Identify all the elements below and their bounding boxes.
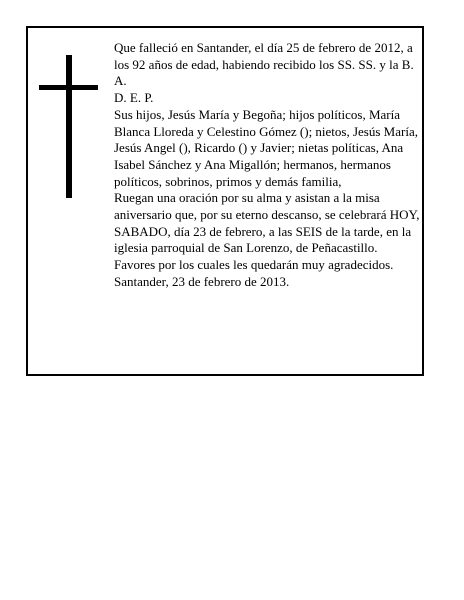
rest-in-peace: D. E. P. — [114, 90, 154, 106]
cross-horizontal-bar — [39, 85, 98, 90]
family-list: Sus hijos, Jesús María y Begoña; hijos políticos, María Blanca Lloreda y Celestino Gómez (); nietos, Jesús María, Jesús Angel (), Ricardo () y Javier; nietas políticas, Ana Isabel Sánchez y Ana Migallón; hermanos, hermanos políticos, sobrinos, primos y demás familia, — [114, 106, 418, 189]
mass-invitation: Ruegan una oración por su alma y asistan a la misa aniversario que, por su eterno descanso, se celebrará HOY, SABADO, día 23 de febrero, a las SEIS de la tarde, en la iglesia parroquial de San Lorenzo, de Peñacastillo. Favores por los cuales les quedarán muy agradecidos. — [114, 190, 420, 273]
cross-vertical-bar — [66, 55, 72, 198]
death-announcement: Que falleció en Santander, el día 25 de febrero de 2012, a los 92 años de edad, habiendo recibido los SS. SS. y la B. A. — [114, 40, 414, 89]
obituary-notice — [26, 26, 424, 376]
place-and-date: Santander, 23 de febrero de 2013. — [114, 273, 290, 289]
notice-text — [114, 40, 420, 291]
